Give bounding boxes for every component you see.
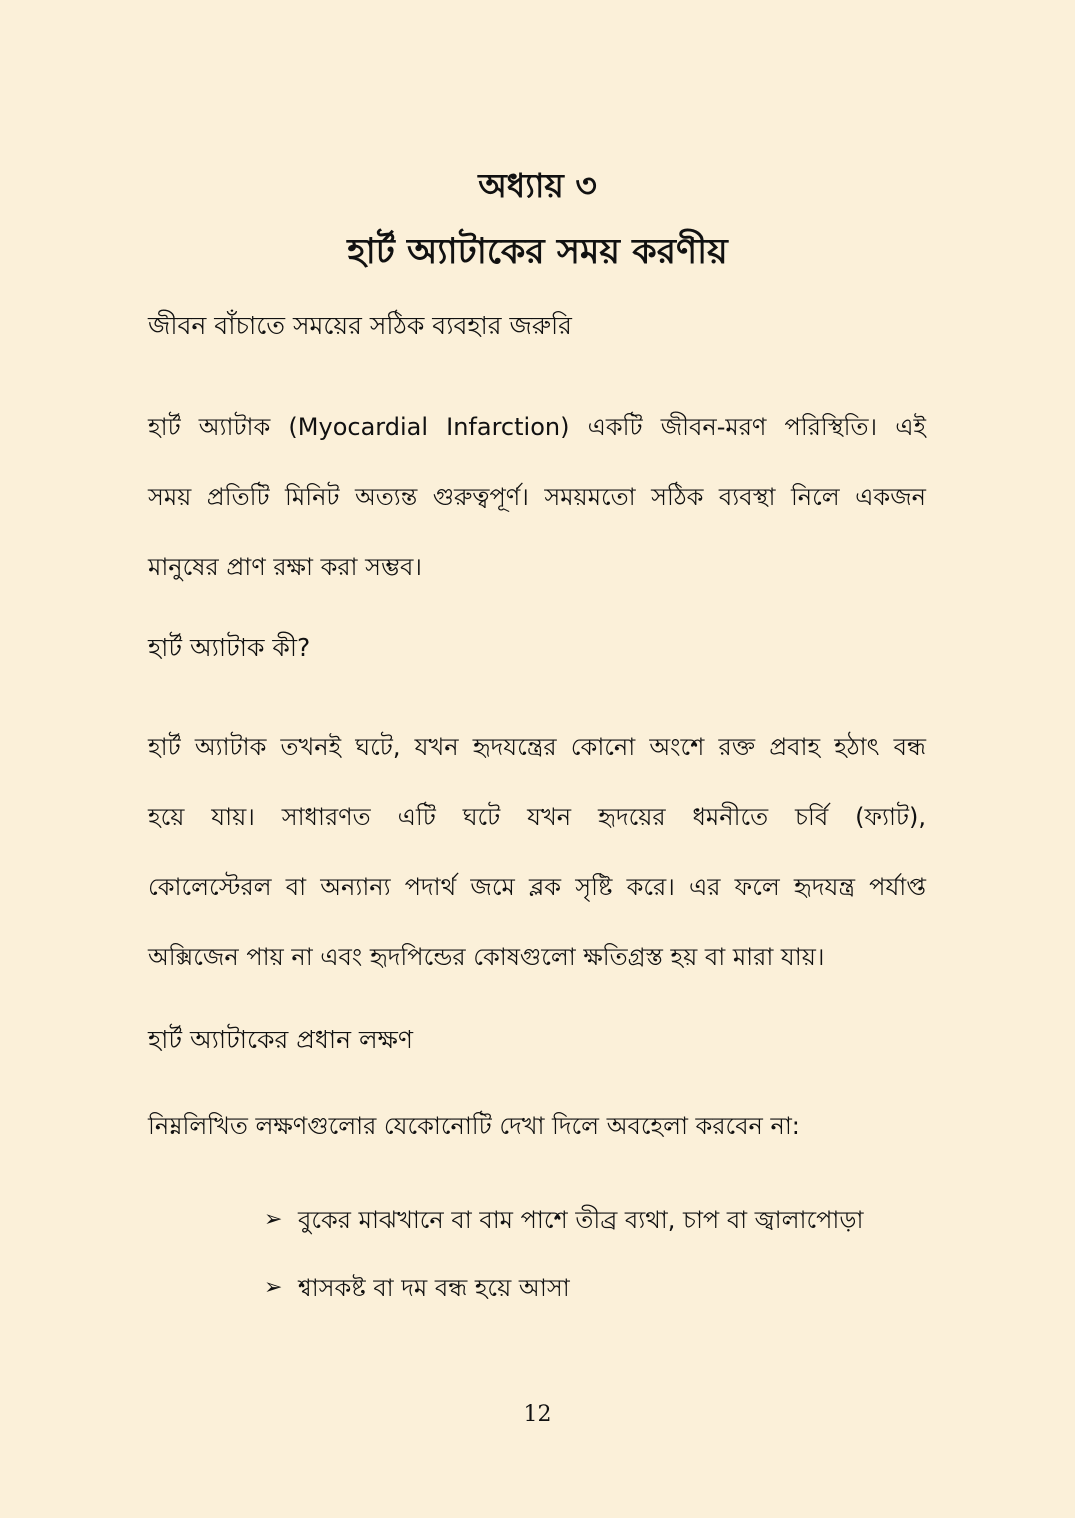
- intro-heading: জীবন বাঁচাতে সময়ের সঠিক ব্যবহার জরুরি: [148, 311, 572, 340]
- list-item: [264, 1266, 863, 1334]
- arrow-bullet-icon: ➢: [264, 1207, 283, 1232]
- symptom-text: বুকের মাঝখানে বা বাম পাশে তীব্র ব্যথা, চাপ বা জ্বালাপোড়া: [298, 1206, 864, 1234]
- symptom-text: শ্বাসকষ্ট বা দম বন্ধ হয়ে আসা: [298, 1274, 570, 1302]
- arrow-bullet-icon: ➢: [264, 1275, 283, 1300]
- intro-paragraph-line: মানুষের প্রাণ রক্ষা করা সম্ভব।: [148, 553, 422, 581]
- symptoms-intro: [148, 1106, 926, 1146]
- intro-paragraph-line: হার্ট অ্যাটাক (Myocardial Infarction) একটি জীবন-মরণ পরিস্থিতি। এই: [148, 413, 926, 441]
- what-paragraph-line: হার্ট অ্যাটাক তখনই ঘটে, যখন হৃদযন্ত্রের কোনো অংশে রক্ত প্রবাহ হঠাৎ বন্ধ: [148, 733, 926, 761]
- symptoms-list: [264, 1198, 863, 1334]
- what-heading: হার্ট অ্যাটাক কী?: [148, 633, 311, 662]
- list-item: [264, 1198, 863, 1266]
- what-paragraph: [148, 712, 926, 992]
- chapter-label: অধ্যায় ৩: [478, 166, 597, 205]
- intro-paragraph: [148, 392, 926, 602]
- what-paragraph-line: হয়ে যায়। সাধারণত এটি ঘটে যখন হৃদয়ের ধমনীতে চর্বি (ফ্যাট),: [148, 803, 926, 831]
- symptoms-heading: হার্ট অ্যাটাকের প্রধান লক্ষণ: [148, 1025, 413, 1054]
- page-number: 12: [523, 1402, 552, 1427]
- what-paragraph-line: অক্সিজেন পায় না এবং হৃদপিন্ডের কোষগুলো ক্ষতিগ্রস্ত হয় বা মারা যায়।: [148, 943, 825, 971]
- what-paragraph-line: কোলেস্টেরল বা অন্যান্য পদার্থ জমে ব্লক সৃষ্টি করে। এর ফলে হৃদযন্ত্র পর্যাপ্ত: [148, 873, 926, 901]
- symptoms-intro-line: নিম্নলিখিত লক্ষণগুলোর যেকোনোটি দেখা দিলে অবহেলা করবেন না:: [148, 1112, 800, 1140]
- chapter-title: হার্ট অ্যাটাকের সময় করণীয়: [347, 232, 728, 272]
- intro-paragraph-line: সময় প্রতিটি মিনিট অত্যন্ত গুরুত্বপূর্ণ। সময়মতো সঠিক ব্যবস্থা নিলে একজন: [148, 483, 926, 511]
